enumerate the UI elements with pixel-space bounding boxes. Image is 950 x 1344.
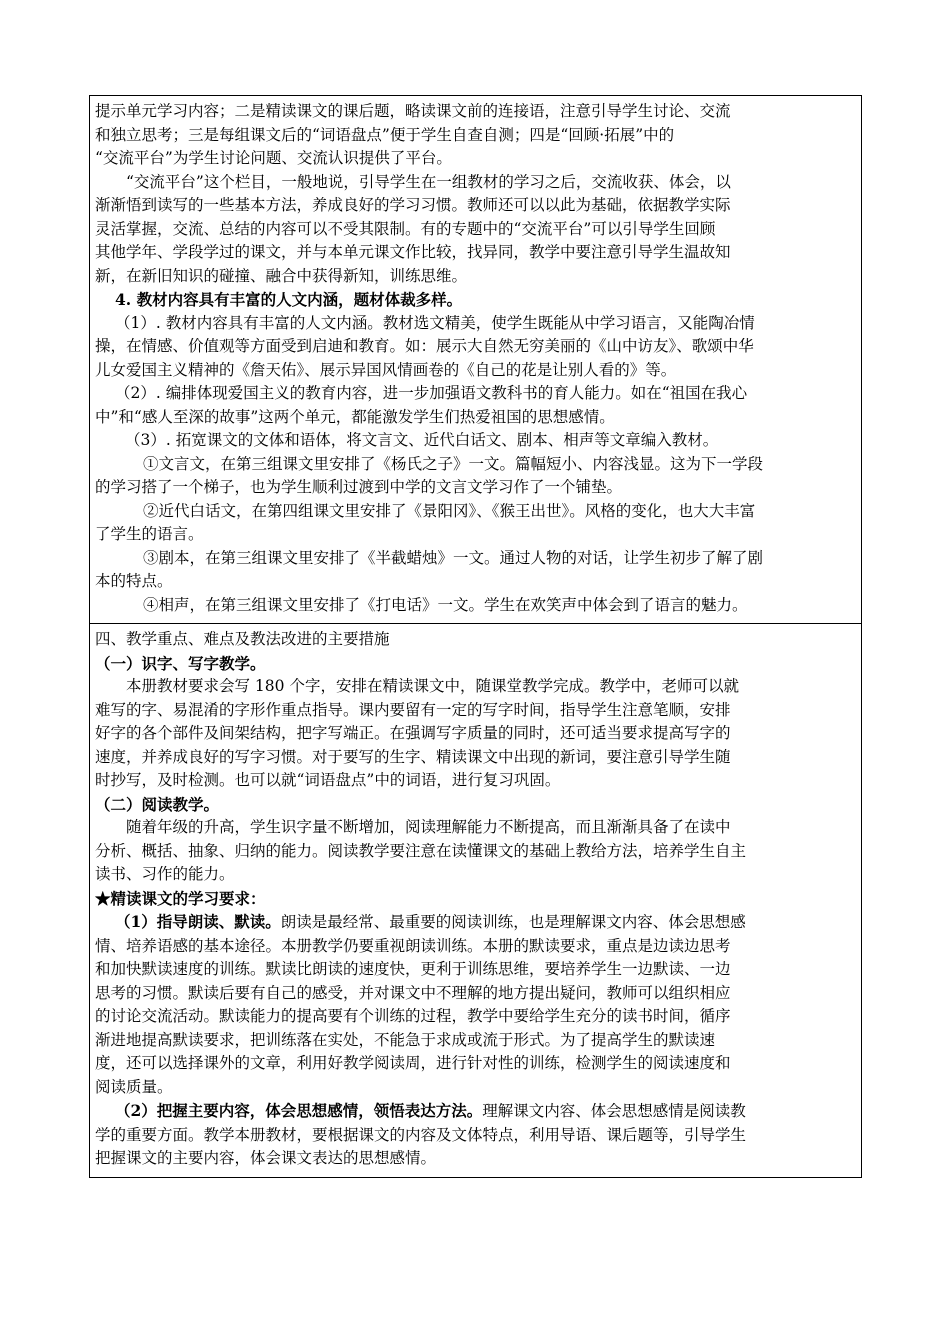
text-line: （1）. 教材内容具有丰富的人文内涵。教材选文精美，使学生既能从中学习语言，又能陶冶情: [115, 313, 755, 332]
text-line: 把握课文的主要内容，体会课文表达的思想感情。: [95, 1149, 437, 1167]
text-line: ③剧本，在第三组课文里安排了《半截蜡烛》一文。通过人物的对话，让学生初步了解了剧: [143, 548, 764, 567]
text-line: （2）. 编排体现爱国主义的教育内容，进一步加强语文教科书的育人能力。如在“祖国在我心: [115, 384, 748, 402]
requirement-2-text: 理解课文内容、体会思想感情是阅读教: [482, 1102, 746, 1120]
text-line: 本的特点。: [95, 572, 173, 590]
text-line: 渐进地提高默读要求，把训练落在实处，不能急于求成或流于形式。为了提高学生的默读速: [95, 1030, 716, 1049]
requirement-1-line: [95, 910, 857, 935]
text-line: 读书、习作的能力。: [95, 865, 235, 883]
text-line: 情、培养语感的基本途径。本册教学仍要重视朗读训练。本册的默读要求，重点是边读边思考: [95, 936, 731, 955]
text-line: 渐渐悟到读写的一些基本方法，养成良好的学习习惯。教师还可以以此为基础，依据教学实际: [95, 196, 731, 214]
text-line: 和加快默读速度的训练。默读比朗读的速度快，更利于训练思维，要培养学生一边默读、一边: [95, 960, 731, 978]
star-heading: ★精读课文的学习要求：: [95, 888, 266, 908]
text-line: 其他学年、学段学过的课文，并与本单元课文作比较，找异同，教学中要注意引导学生温故知: [95, 243, 731, 261]
text-line: 操，在情感、价值观等方面受到启迪和教育。如：展示大自然无穷美丽的《山中访友》、歌颂中华: [95, 337, 754, 355]
requirement-1-text: 朗读是最经常、最重要的阅读训练，也是理解课文内容、体会思想感: [280, 913, 746, 931]
document-table: [89, 95, 862, 1178]
text-line: 度，还可以选择课外的文章，利用好教学阅读周，进行针对性的训练，检测学生的阅读速度和: [95, 1054, 731, 1072]
text-line: 阅读质量。: [95, 1077, 173, 1096]
text-line: 分析、概括、抽象、归纳的能力。阅读教学要注意在读懂课文的基础上教给方法，培养学生自主: [95, 841, 747, 860]
text-line: 的学习搭了一个梯子，也为学生顺利过渡到中学的文言文学习作了一个铺垫。: [95, 478, 623, 496]
text-line: 和独立思考；三是每组课文后的“词语盘点”便于学生自查自测；四是“回顾·拓展”中的: [95, 125, 675, 144]
text-line: 儿女爱国主义精神的《詹天佑》、展示异国风情画卷的《自己的花是让别人看的》等。: [95, 360, 677, 379]
text-line: 难写的字、易混淆的字形作重点指导。课内要留有一定的写字时间，指导学生注意笔顺，安排: [95, 700, 731, 719]
requirement-1-lead: （1）指导朗读、默读。: [115, 912, 281, 931]
text-line: 的讨论交流活动。默读能力的提高要有个训练的过程，教学中要给学生充分的读书时间，循序: [95, 1007, 731, 1025]
text-line: 思考的习惯。默读后要有自己的感受，并对课文中不理解的地方提出疑问，教师可以组织相应: [95, 983, 731, 1002]
requirement-2-lead: （2）把握主要内容，体会思想感情，领悟表达方法。: [115, 1101, 483, 1120]
point-heading: 4. 教材内容具有丰富的人文内涵，题材体裁多样。: [115, 290, 463, 309]
text-line: ①文言文，在第三组课文里安排了《杨氏之子》一文。篇幅短小、内容浅显。这为下一学段: [143, 454, 764, 473]
requirement-2-line: [95, 1099, 857, 1124]
text-line: ④相声，在第三组课文里安排了《打电话》一文。学生在欢笑声中体会到了语言的魅力。: [143, 595, 748, 614]
table-cell-textbook-features: [89, 95, 862, 624]
text-line: 速度，并养成良好的写字习惯。对于要写的生字、精读课文中出现的新词，要注意引导学生随: [95, 747, 731, 766]
subsection-heading-writing: （一）识字、写字教学。: [95, 653, 266, 673]
table-cell-teaching-measures: [89, 624, 862, 1178]
text-line: “交流平台”这个栏目，一般地说，引导学生在一组教材的学习之后，交流收获、体会，以: [126, 172, 731, 191]
text-line: 中”和“感人至深的故事”这两个单元，都能激发学生们热爱祖国的思想感情。: [95, 407, 615, 426]
text-line: 时抄写，及时检测。也可以就“词语盘点”中的词语，进行复习巩固。: [95, 771, 561, 789]
text-line: 新，在新旧知识的碰撞、融合中获得新知，训练思维。: [95, 266, 468, 285]
text-line: “交流平台”为学生讨论问题、交流认识提供了平台。: [95, 149, 452, 167]
text-line: 好字的各个部件及间架结构，把字写端正。在强调写字质量的同时，还可适当要求提高写字的: [95, 724, 731, 742]
text-line: 提示单元学习内容；二是精读课文的课后题，略读课文前的连接语，注意引导学生讨论、交流: [95, 102, 731, 120]
subsection-heading-reading: （二）阅读教学。: [95, 794, 220, 814]
section-heading: 四、教学重点、难点及教法改进的主要措施: [95, 630, 390, 648]
text-line: （3）. 拓宽课文的文体和语体，将文言文、近代白话文、剧本、相声等文章编入教材。: [125, 431, 719, 449]
text-line: 随着年级的升高，学生识字量不断增加，阅读理解能力不断提高，而且渐渐具备了在读中: [126, 818, 731, 836]
text-line: 学的重要方面。教学本册教材，要根据课文的内容及文体特点，利用导语、课后题等，引导学生: [95, 1125, 747, 1144]
text-line: 本册教材要求会写 180 个字，安排在精读课文中，随课堂教学完成。教学中，老师可以就: [126, 677, 739, 695]
text-line: 了学生的语言。: [95, 525, 204, 543]
text-line: 灵活掌握，交流、总结的内容可以不受其限制。有的专题中的“交流平台”可以引导学生回顾: [95, 219, 716, 238]
text-line: ②近代白话文，在第四组课文里安排了《景阳冈》、《猴王出世》。风格的变化，也大大丰富: [143, 501, 756, 520]
